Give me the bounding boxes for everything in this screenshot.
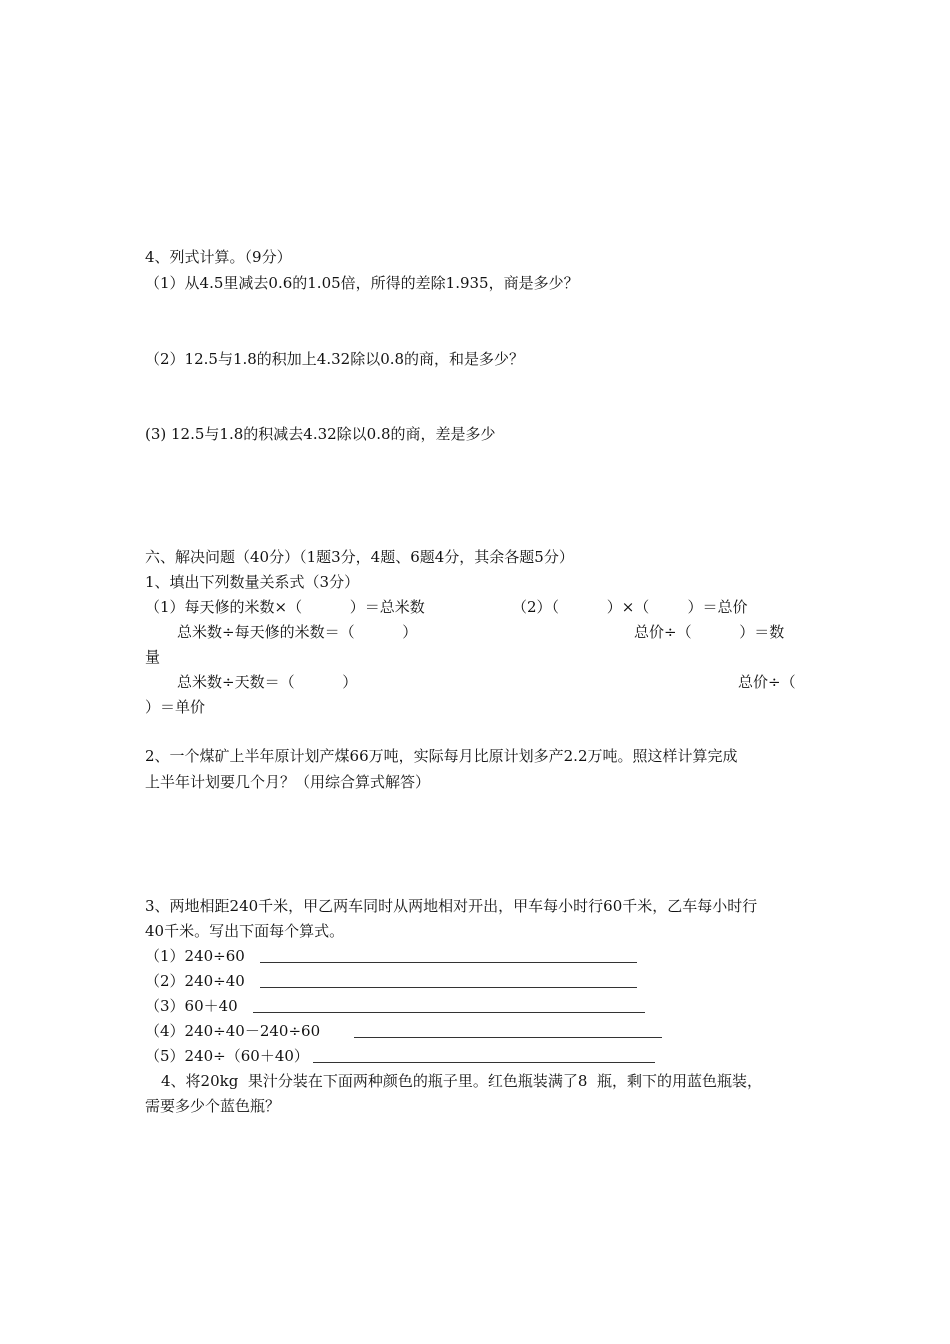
problem3-item-1: （1）240÷60 bbox=[145, 947, 245, 965]
problem1-line5: ）＝单价 bbox=[145, 698, 206, 716]
answer-blank-3[interactable] bbox=[253, 1012, 645, 1013]
answer-blank-2[interactable] bbox=[260, 987, 637, 988]
problem4-line1: 4、将20kg 果汁分装在下面两种颜色的瓶子里。红色瓶装满了8 瓶，剩下的用蓝色瓶装， bbox=[161, 1072, 762, 1090]
problem1-line2-left: 总米数÷每天修的米数＝（ ） bbox=[177, 623, 418, 641]
problem2-line1: 2、一个煤矿上半年原计划产煤66万吨，实际每月比原计划多产2.2万吨。照这样计算完成 bbox=[145, 747, 738, 765]
problem2-line2: 上半年计划要几个月？（用综合算式解答） bbox=[145, 773, 431, 791]
section4-question-1: （1）从4.5里减去0.6的1.05倍，所得的差除1.935，商是多少？ bbox=[145, 274, 579, 292]
section4-question-3: (3) 12.5与1.8的积减去4.32除以0.8的商，差是多少 bbox=[145, 425, 496, 443]
problem3-item-4: （4）240÷40－240÷60 bbox=[145, 1022, 321, 1040]
problem1-line2-right: 总价÷（ ）＝数 bbox=[634, 623, 785, 641]
problem3-item-3: （3）60＋40 bbox=[145, 997, 238, 1015]
problem1-line3: 量 bbox=[145, 648, 161, 666]
section6-heading: 六、解决问题（40分）（1题3分，4题、6题4分，其余各题5分） bbox=[145, 548, 574, 566]
problem1-line1-left: （1）每天修的米数×（ ）＝总米数 bbox=[145, 598, 425, 616]
problem4-line2: 需要多少个蓝色瓶？ bbox=[145, 1097, 281, 1115]
problem3-item-5: （5）240÷（60＋40） bbox=[145, 1047, 309, 1065]
problem1-line1-right: （2）（ ）×（ ）＝总价 bbox=[512, 598, 748, 616]
problem1-title: 1、填出下列数量关系式（3分） bbox=[145, 573, 360, 591]
answer-blank-1[interactable] bbox=[260, 962, 637, 963]
problem3-line2: 40千米。写出下面每个算式。 bbox=[145, 922, 345, 940]
problem3-item-2: （2）240÷40 bbox=[145, 972, 245, 990]
answer-blank-5[interactable] bbox=[313, 1062, 655, 1063]
section4-question-2: （2）12.5与1.8的积加上4.32除以0.8的商，和是多少？ bbox=[145, 350, 525, 368]
problem1-line4-left: 总米数÷天数＝（ ） bbox=[177, 673, 358, 691]
problem3-line1: 3、两地相距240千米，甲乙两车同时从两地相对开出，甲车每小时行60千米，乙车每小时行 bbox=[145, 897, 758, 915]
answer-blank-4[interactable] bbox=[354, 1037, 662, 1038]
problem1-line4-right: 总价÷（ bbox=[738, 673, 796, 691]
section4-heading: 4、列式计算。（9分） bbox=[145, 248, 292, 266]
